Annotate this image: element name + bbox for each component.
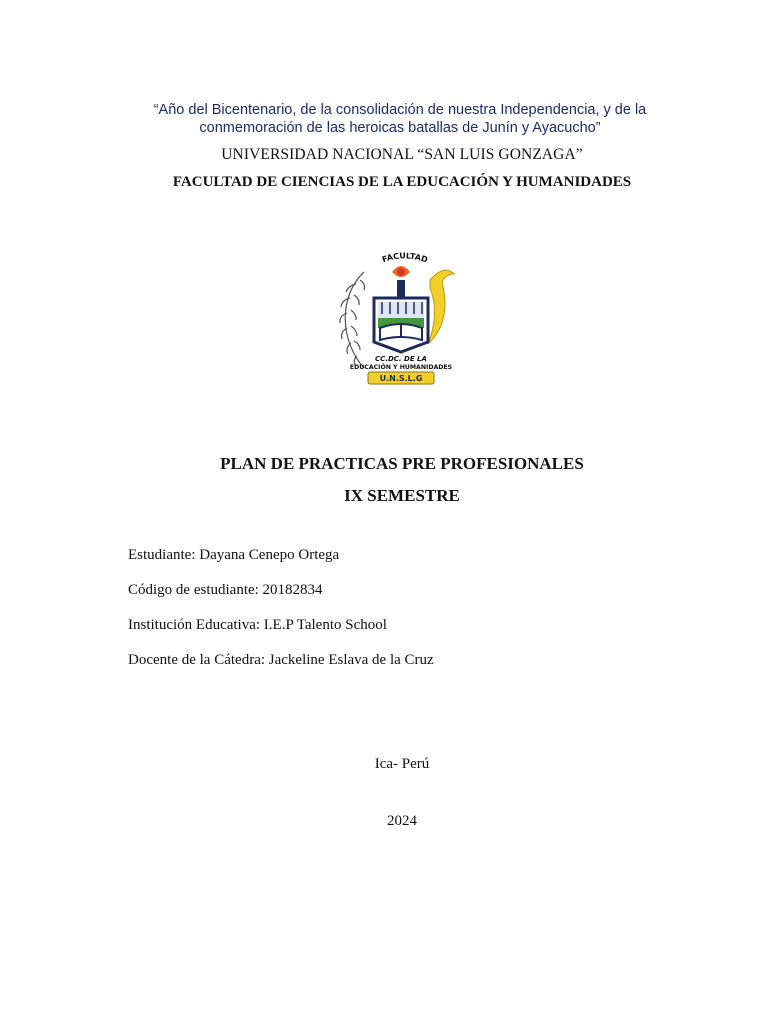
faculty-name: FACULTAD DE CIENCIAS DE LA EDUCACIÓN Y HUMANIDADES (172, 174, 632, 190)
bird-icon (428, 270, 454, 344)
year-motto: “Año del Bicentenario, de la consolidación de nuestra Independencia, y de la conmemoración de las heroicas batallas de Junín y Ayacucho” (153, 102, 647, 136)
laurel-branch (340, 272, 365, 368)
logo-bottom-text-1: CC.DC. DE LA (375, 355, 427, 363)
location: Ica- Perú (374, 756, 430, 772)
university-name: UNIVERSIDAD NACIONAL “SAN LUIS GONZAGA” (221, 146, 583, 163)
student-line: Estudiante: Dayana Cenepo Ortega (128, 547, 340, 563)
shield-book-icon (374, 298, 428, 352)
logo-banner-text: U.N.S.L.G (379, 374, 423, 383)
faculty-logo (334, 250, 468, 392)
institution-line: Institución Educativa: I.E.P Talento School (128, 617, 387, 633)
plan-title: PLAN DE PRACTICAS PRE PROFESIONALES (220, 454, 584, 473)
semester-title: IX SEMESTRE (344, 486, 460, 505)
logo-bottom-text-2: EDUCACIÓN Y HUMANIDADES (349, 364, 453, 371)
logo-top-text: FACULTAD (380, 251, 429, 265)
logo-banner (368, 372, 434, 384)
year: 2024 (387, 813, 417, 829)
teacher-line: Docente de la Cátedra: Jackeline Eslava de la Cruz (128, 652, 434, 668)
student-code-line: Código de estudiante: 20182834 (128, 582, 323, 598)
